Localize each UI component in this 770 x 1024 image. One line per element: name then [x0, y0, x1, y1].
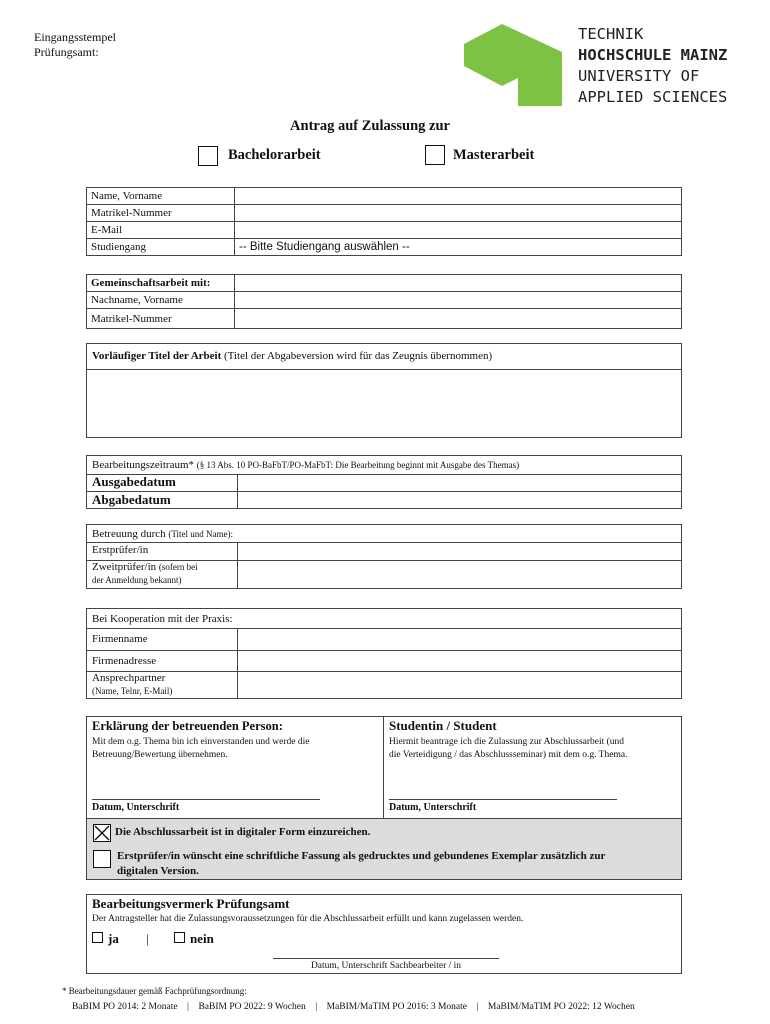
name-field[interactable]	[235, 188, 682, 205]
student-signature-label: Datum, Unterschrift	[389, 802, 477, 813]
firmenadresse-label: Firmenadresse	[92, 655, 157, 667]
erstpruefer-label: Erstprüfer/in	[92, 544, 149, 556]
office-signature-label: Datum, Unterschrift Sachbearbeiter / in	[310, 961, 462, 971]
nein-checkbox[interactable]	[174, 932, 185, 943]
student-signature-line[interactable]	[389, 799, 617, 800]
supervisor-declaration	[87, 717, 384, 819]
supervision-header	[92, 528, 233, 540]
bachelor-checkbox[interactable]	[198, 146, 218, 166]
firmenadresse-field[interactable]	[239, 651, 681, 670]
joint-table	[86, 274, 682, 329]
matrikel-field[interactable]	[235, 205, 682, 222]
ja-checkbox[interactable]	[92, 932, 103, 943]
print-label-1: Erstprüfer/in wünscht eine schriftliche Fassung als gedrucktes und gebundenes Exemplar zusätzlich zur	[117, 850, 606, 862]
nein-label: nein	[189, 931, 214, 946]
print-label-2: digitalen Version.	[117, 865, 199, 877]
joint-heading: Gemeinschaftsarbeit mit:	[87, 275, 235, 292]
footnote-durations: BaBIM PO 2014: 2 Monate | BaBIM PO 2022: 9 Wochen | MaBIM/MaTIM PO 2016: 3 Monate | MaBIM/MaTIM PO 2022: 12 Wochen	[72, 1002, 635, 1012]
ansprechpartner-field[interactable]	[239, 672, 681, 698]
studiengang-select[interactable]: -- Bitte Studiengang auswählen --	[235, 239, 682, 256]
supervision-note: (Titel und Name):	[168, 529, 234, 539]
zweitpruefer-note-1: (sofern bei	[158, 562, 198, 572]
studiengang-label: Studiengang	[87, 239, 235, 256]
office-title: Bearbeitungsvermerk Prüfungsamt	[92, 896, 290, 911]
stamp-area	[34, 30, 116, 60]
office-signature-line[interactable]	[273, 958, 499, 959]
office-box	[86, 894, 682, 974]
decision-separator: |	[146, 931, 149, 946]
print-checkbox[interactable]	[93, 850, 111, 868]
ausgabe-field[interactable]	[239, 475, 681, 491]
student-declaration-text	[389, 736, 627, 762]
ansprechpartner-label: Ansprechpartner	[92, 672, 166, 684]
bachelor-label: Bachelorarbeit	[228, 147, 321, 163]
thesis-title-note: (Titel der Abgabeversion wird für das Zeugnis übernommen)	[224, 350, 493, 362]
master-label: Masterarbeit	[453, 147, 535, 163]
thesis-title-box	[86, 343, 682, 438]
joint-name-field[interactable]	[235, 292, 682, 309]
joint-name-label: Nachname, Vorname	[87, 292, 235, 309]
stamp-label: Eingangsstempel	[34, 30, 116, 44]
ausgabe-label: Ausgabedatum	[92, 474, 176, 489]
cooperation-label: Bei Kooperation mit der Praxis:	[92, 613, 233, 625]
zweitpruefer-cell	[92, 561, 198, 587]
university-logo-icon	[462, 22, 562, 108]
student-text-2: die Verteidigung / das Abschlussseminar) mit dem o.g. Thema.	[389, 750, 628, 760]
logo-line-2: HOCHSCHULE MAINZ	[578, 46, 728, 64]
cooperation-box	[86, 608, 682, 699]
supervisor-signature-line[interactable]	[92, 799, 320, 800]
supervision-box	[86, 524, 682, 589]
ansprechpartner-cell	[92, 672, 172, 698]
period-note: (§ 13 Abs. 10 PO-BaFbT/PO-MaFbT: Die Bearbeitung beginnt mit Ausgabe des Themas)	[196, 460, 520, 470]
firmenname-label: Firmenname	[92, 633, 148, 645]
master-checkbox[interactable]	[425, 145, 445, 165]
supervisor-text-2: Betreuung/Bewertung übernehmen.	[92, 750, 228, 760]
supervisor-text	[92, 736, 309, 762]
erstpruefer-field[interactable]	[239, 543, 681, 559]
checkmark-x-icon	[94, 825, 110, 841]
digital-checkbox[interactable]	[93, 824, 111, 842]
logo-line-3: UNIVERSITY OF	[578, 67, 700, 85]
joint-matrikel-label: Matrikel-Nummer	[87, 309, 235, 329]
digital-label: Die Abschlussarbeit ist in digitaler Form einzureichen.	[115, 826, 371, 838]
logo-line-4: APPLIED SCIENCES	[578, 88, 728, 106]
ansprechpartner-note: (Name, Telnr, E-Mail)	[92, 686, 173, 696]
office-text: Der Antragsteller hat die Zulassungsvoraussetzungen für die Abschlussarbeit erfüllt und kann zugelassen werden.	[92, 914, 524, 924]
period-box	[86, 455, 682, 509]
firmenname-field[interactable]	[239, 629, 681, 649]
student-declaration-title: Studentin / Student	[389, 718, 497, 733]
email-label: E-Mail	[87, 222, 235, 239]
thesis-title-label: Vorläufiger Titel der Arbeit	[92, 350, 222, 362]
supervision-label: Betreuung durch	[92, 528, 166, 540]
abgabe-label: Abgabedatum	[92, 492, 171, 507]
period-label: Bearbeitungszeitraum*	[92, 459, 195, 471]
zweitpruefer-label: Zweitprüfer/in	[92, 561, 157, 573]
joint-heading-field[interactable]	[235, 275, 682, 292]
thesis-title-header	[87, 344, 681, 370]
supervisor-text-1: Mit dem o.g. Thema bin ich einverstanden und werde die	[92, 737, 310, 747]
student-text-1: Hiermit beantrage ich die Zulassung zur Abschlussarbeit (und	[389, 737, 625, 747]
supervisor-signature-label: Datum, Unterschrift	[92, 802, 180, 813]
logo-line-1: TECHNIK	[578, 25, 644, 43]
print-label	[117, 849, 605, 879]
supervisor-title: Erklärung der betreuenden Person:	[92, 719, 283, 733]
footnote-title: * Bearbeitungsdauer gemäß Fachprüfungsordnung:	[62, 986, 247, 996]
exam-office-label: Prüfungsamt:	[34, 45, 99, 59]
student-declaration	[384, 717, 681, 819]
joint-matrikel-field[interactable]	[235, 309, 682, 329]
abgabe-field[interactable]	[239, 492, 681, 509]
declaration-box	[86, 716, 682, 880]
email-field[interactable]	[235, 222, 682, 239]
student-table	[86, 187, 682, 256]
ja-label: ja	[108, 931, 119, 946]
zweitpruefer-field[interactable]	[239, 561, 681, 588]
office-decision	[92, 931, 214, 947]
period-header	[92, 459, 519, 471]
name-label: Name, Vorname	[87, 188, 235, 205]
university-name	[578, 24, 727, 108]
thesis-title-field[interactable]	[87, 370, 681, 437]
form-title: Antrag auf Zulassung zur	[290, 118, 450, 134]
zweitpruefer-note-2: der Anmeldung bekannt)	[92, 575, 182, 585]
matrikel-label: Matrikel-Nummer	[87, 205, 235, 222]
